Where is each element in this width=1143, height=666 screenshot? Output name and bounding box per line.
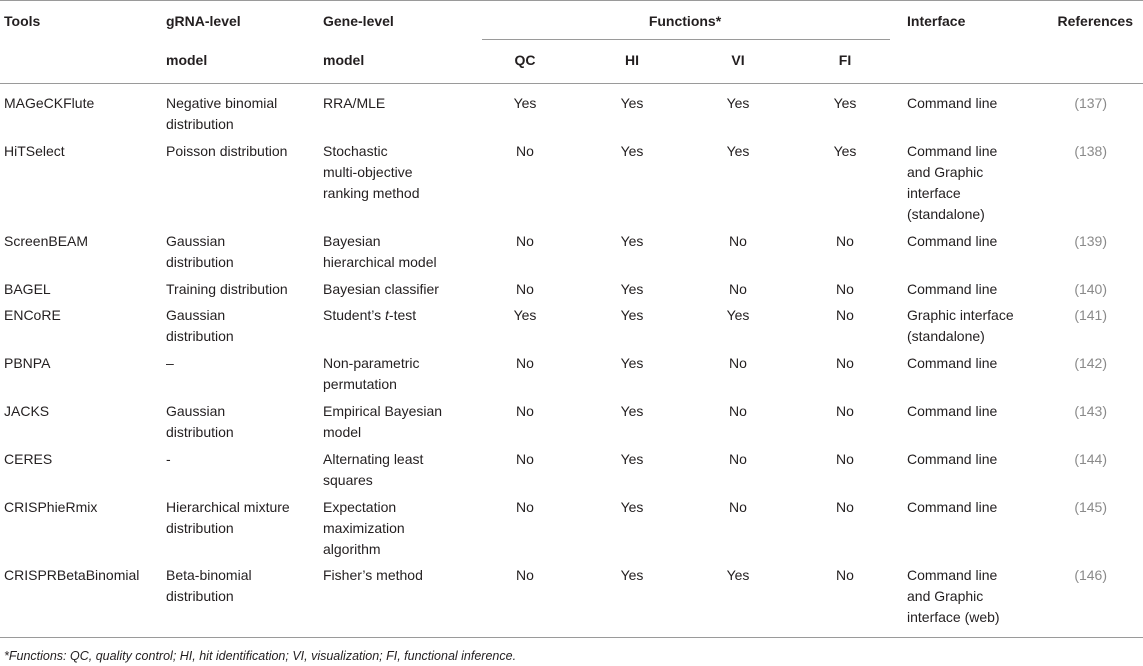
cell-grna: distribution	[166, 116, 234, 132]
cell-interface: Command line	[907, 233, 998, 249]
cell-hi: Yes	[620, 233, 644, 249]
cell-tool: MAGeCKFlute	[4, 95, 95, 111]
header-rule	[0, 83, 1143, 84]
cell-gene: Expectation	[323, 499, 397, 515]
header-fi: FI	[838, 52, 852, 68]
cell-interface: (standalone)	[907, 206, 985, 222]
cell-grna: distribution	[166, 254, 234, 270]
header-tools: Tools	[4, 13, 41, 29]
header-grna-line2: model	[166, 52, 208, 68]
cell-qc: No	[516, 499, 534, 515]
header-hi: HI	[625, 52, 639, 68]
cell-gene: ranking method	[323, 185, 420, 201]
header-grna-line1: gRNA-level	[166, 13, 241, 29]
cell-gene: RRA/MLE	[323, 95, 386, 111]
cell-qc: Yes	[513, 95, 537, 111]
cell-interface: Command line	[907, 281, 998, 297]
cell-hi: Yes	[620, 143, 644, 159]
cell-vi: Yes	[726, 567, 750, 583]
cell-interface: interface	[907, 185, 961, 201]
cell-grna: Beta-binomial	[166, 567, 252, 583]
cell-fi: No	[836, 355, 854, 371]
cell-tool: ScreenBEAM	[4, 233, 89, 249]
cell-qc: No	[516, 355, 534, 371]
header-interface: Interface	[907, 13, 966, 29]
cell-tool: CRISPhieRmix	[4, 499, 98, 515]
header-gene-line1: Gene-level	[323, 13, 394, 29]
cell-qc: No	[516, 143, 534, 159]
cell-qc: No	[516, 233, 534, 249]
cell-interface: (standalone)	[907, 328, 985, 344]
cell-grna: distribution	[166, 424, 234, 440]
cell-tool: CERES	[4, 451, 53, 467]
cell-tool: JACKS	[4, 403, 50, 419]
cell-qc: No	[516, 403, 534, 419]
cell-qc: No	[516, 281, 534, 297]
cell-ref: (146)	[1074, 567, 1107, 583]
cell-gene: Bayesian	[323, 233, 381, 249]
cell-ref: (144)	[1074, 451, 1107, 467]
cell-grna: Gaussian	[166, 307, 226, 323]
cell-grna: -	[166, 451, 171, 467]
cell-ref: (141)	[1074, 307, 1107, 323]
cell-grna: distribution	[166, 520, 234, 536]
cell-interface: and Graphic	[907, 164, 984, 180]
cell-fi: No	[836, 233, 854, 249]
cell-vi: No	[729, 355, 747, 371]
cell-vi: No	[729, 281, 747, 297]
cell-hi: Yes	[620, 307, 644, 323]
cell-interface: Command line	[907, 403, 998, 419]
cell-interface: interface (web)	[907, 609, 1000, 625]
cell-hi: Yes	[620, 403, 644, 419]
cell-gene: model	[323, 424, 362, 440]
cell-hi: Yes	[620, 499, 644, 515]
cell-ref: (143)	[1074, 403, 1107, 419]
cell-tool: ENCoRE	[4, 307, 61, 323]
header-functions: Functions*	[648, 13, 722, 29]
cell-qc: Yes	[513, 307, 537, 323]
cell-hi: Yes	[620, 451, 644, 467]
cell-ref: (140)	[1074, 281, 1107, 297]
cell-gene: Non-parametric	[323, 355, 420, 371]
cell-fi: No	[836, 499, 854, 515]
cell-gene: Bayesian classifier	[323, 281, 439, 297]
top-rule	[0, 0, 1143, 1]
cell-vi: No	[729, 233, 747, 249]
header-references: References	[1057, 13, 1133, 29]
cell-interface: Graphic interface	[907, 307, 1014, 323]
cell-ref: (142)	[1074, 355, 1107, 371]
cell-grna: Gaussian	[166, 233, 226, 249]
cell-vi: No	[729, 451, 747, 467]
cell-ref: (139)	[1074, 233, 1107, 249]
cell-fi: No	[836, 567, 854, 583]
cell-hi: Yes	[620, 567, 644, 583]
cell-gene: Empirical Bayesian	[323, 403, 443, 419]
cell-hi: Yes	[620, 355, 644, 371]
cell-grna: distribution	[166, 328, 234, 344]
bottom-rule	[0, 637, 1143, 638]
cell-interface: Command line	[907, 95, 998, 111]
cell-interface: Command line	[907, 451, 998, 467]
cell-fi: Yes	[833, 143, 857, 159]
header-vi: VI	[731, 52, 745, 68]
cell-tool: HiTSelect	[4, 143, 65, 159]
cell-gene: Alternating least	[323, 451, 424, 467]
cell-ref: (145)	[1074, 499, 1107, 515]
cell-tool: CRISPRBetaBinomial	[4, 567, 140, 583]
cell-gene: Fisher’s method	[323, 567, 423, 583]
cell-vi: No	[729, 403, 747, 419]
cell-fi: No	[836, 281, 854, 297]
header-gene-line2: model	[323, 52, 365, 68]
cell-vi: No	[729, 499, 747, 515]
cell-interface: Command line	[907, 567, 998, 583]
cell-gene: multi-objective	[323, 164, 413, 180]
cell-vi: Yes	[726, 143, 750, 159]
cell-grna: Training distribution	[166, 281, 288, 297]
cell-hi: Yes	[620, 95, 644, 111]
cell-interface: Command line	[907, 499, 998, 515]
cell-grna: distribution	[166, 588, 234, 604]
functions-rule	[482, 39, 890, 40]
cell-ref: (137)	[1074, 95, 1107, 111]
cell-gene: Stochastic	[323, 143, 388, 159]
cell-qc: No	[516, 567, 534, 583]
cell-gene: permutation	[323, 376, 397, 392]
cell-tool: BAGEL	[4, 281, 51, 297]
cell-interface: Command line	[907, 143, 998, 159]
footnote: *Functions: QC, quality control; HI, hit identification; VI, visualization; FI, functional inference.	[4, 649, 517, 663]
cell-ref: (138)	[1074, 143, 1107, 159]
cell-gene: Student’s t-test	[323, 307, 417, 323]
cell-interface: Command line	[907, 355, 998, 371]
cell-gene: squares	[323, 472, 373, 488]
cell-gene: maximization	[323, 520, 405, 536]
cell-fi: No	[836, 451, 854, 467]
cell-qc: No	[516, 451, 534, 467]
header-qc: QC	[514, 52, 536, 68]
cell-fi: Yes	[833, 95, 857, 111]
cell-hi: Yes	[620, 281, 644, 297]
cell-vi: Yes	[726, 95, 750, 111]
cell-grna: Poisson distribution	[166, 143, 288, 159]
cell-vi: Yes	[726, 307, 750, 323]
cell-gene: algorithm	[323, 541, 381, 557]
cell-interface: and Graphic	[907, 588, 984, 604]
cell-fi: No	[836, 307, 854, 323]
cell-tool: PBNPA	[4, 355, 51, 371]
cell-grna: Negative binomial	[166, 95, 278, 111]
cell-grna: Hierarchical mixture	[166, 499, 290, 515]
cell-gene: hierarchical model	[323, 254, 437, 270]
cell-fi: No	[836, 403, 854, 419]
cell-grna: Gaussian	[166, 403, 226, 419]
cell-grna: –	[166, 355, 174, 371]
